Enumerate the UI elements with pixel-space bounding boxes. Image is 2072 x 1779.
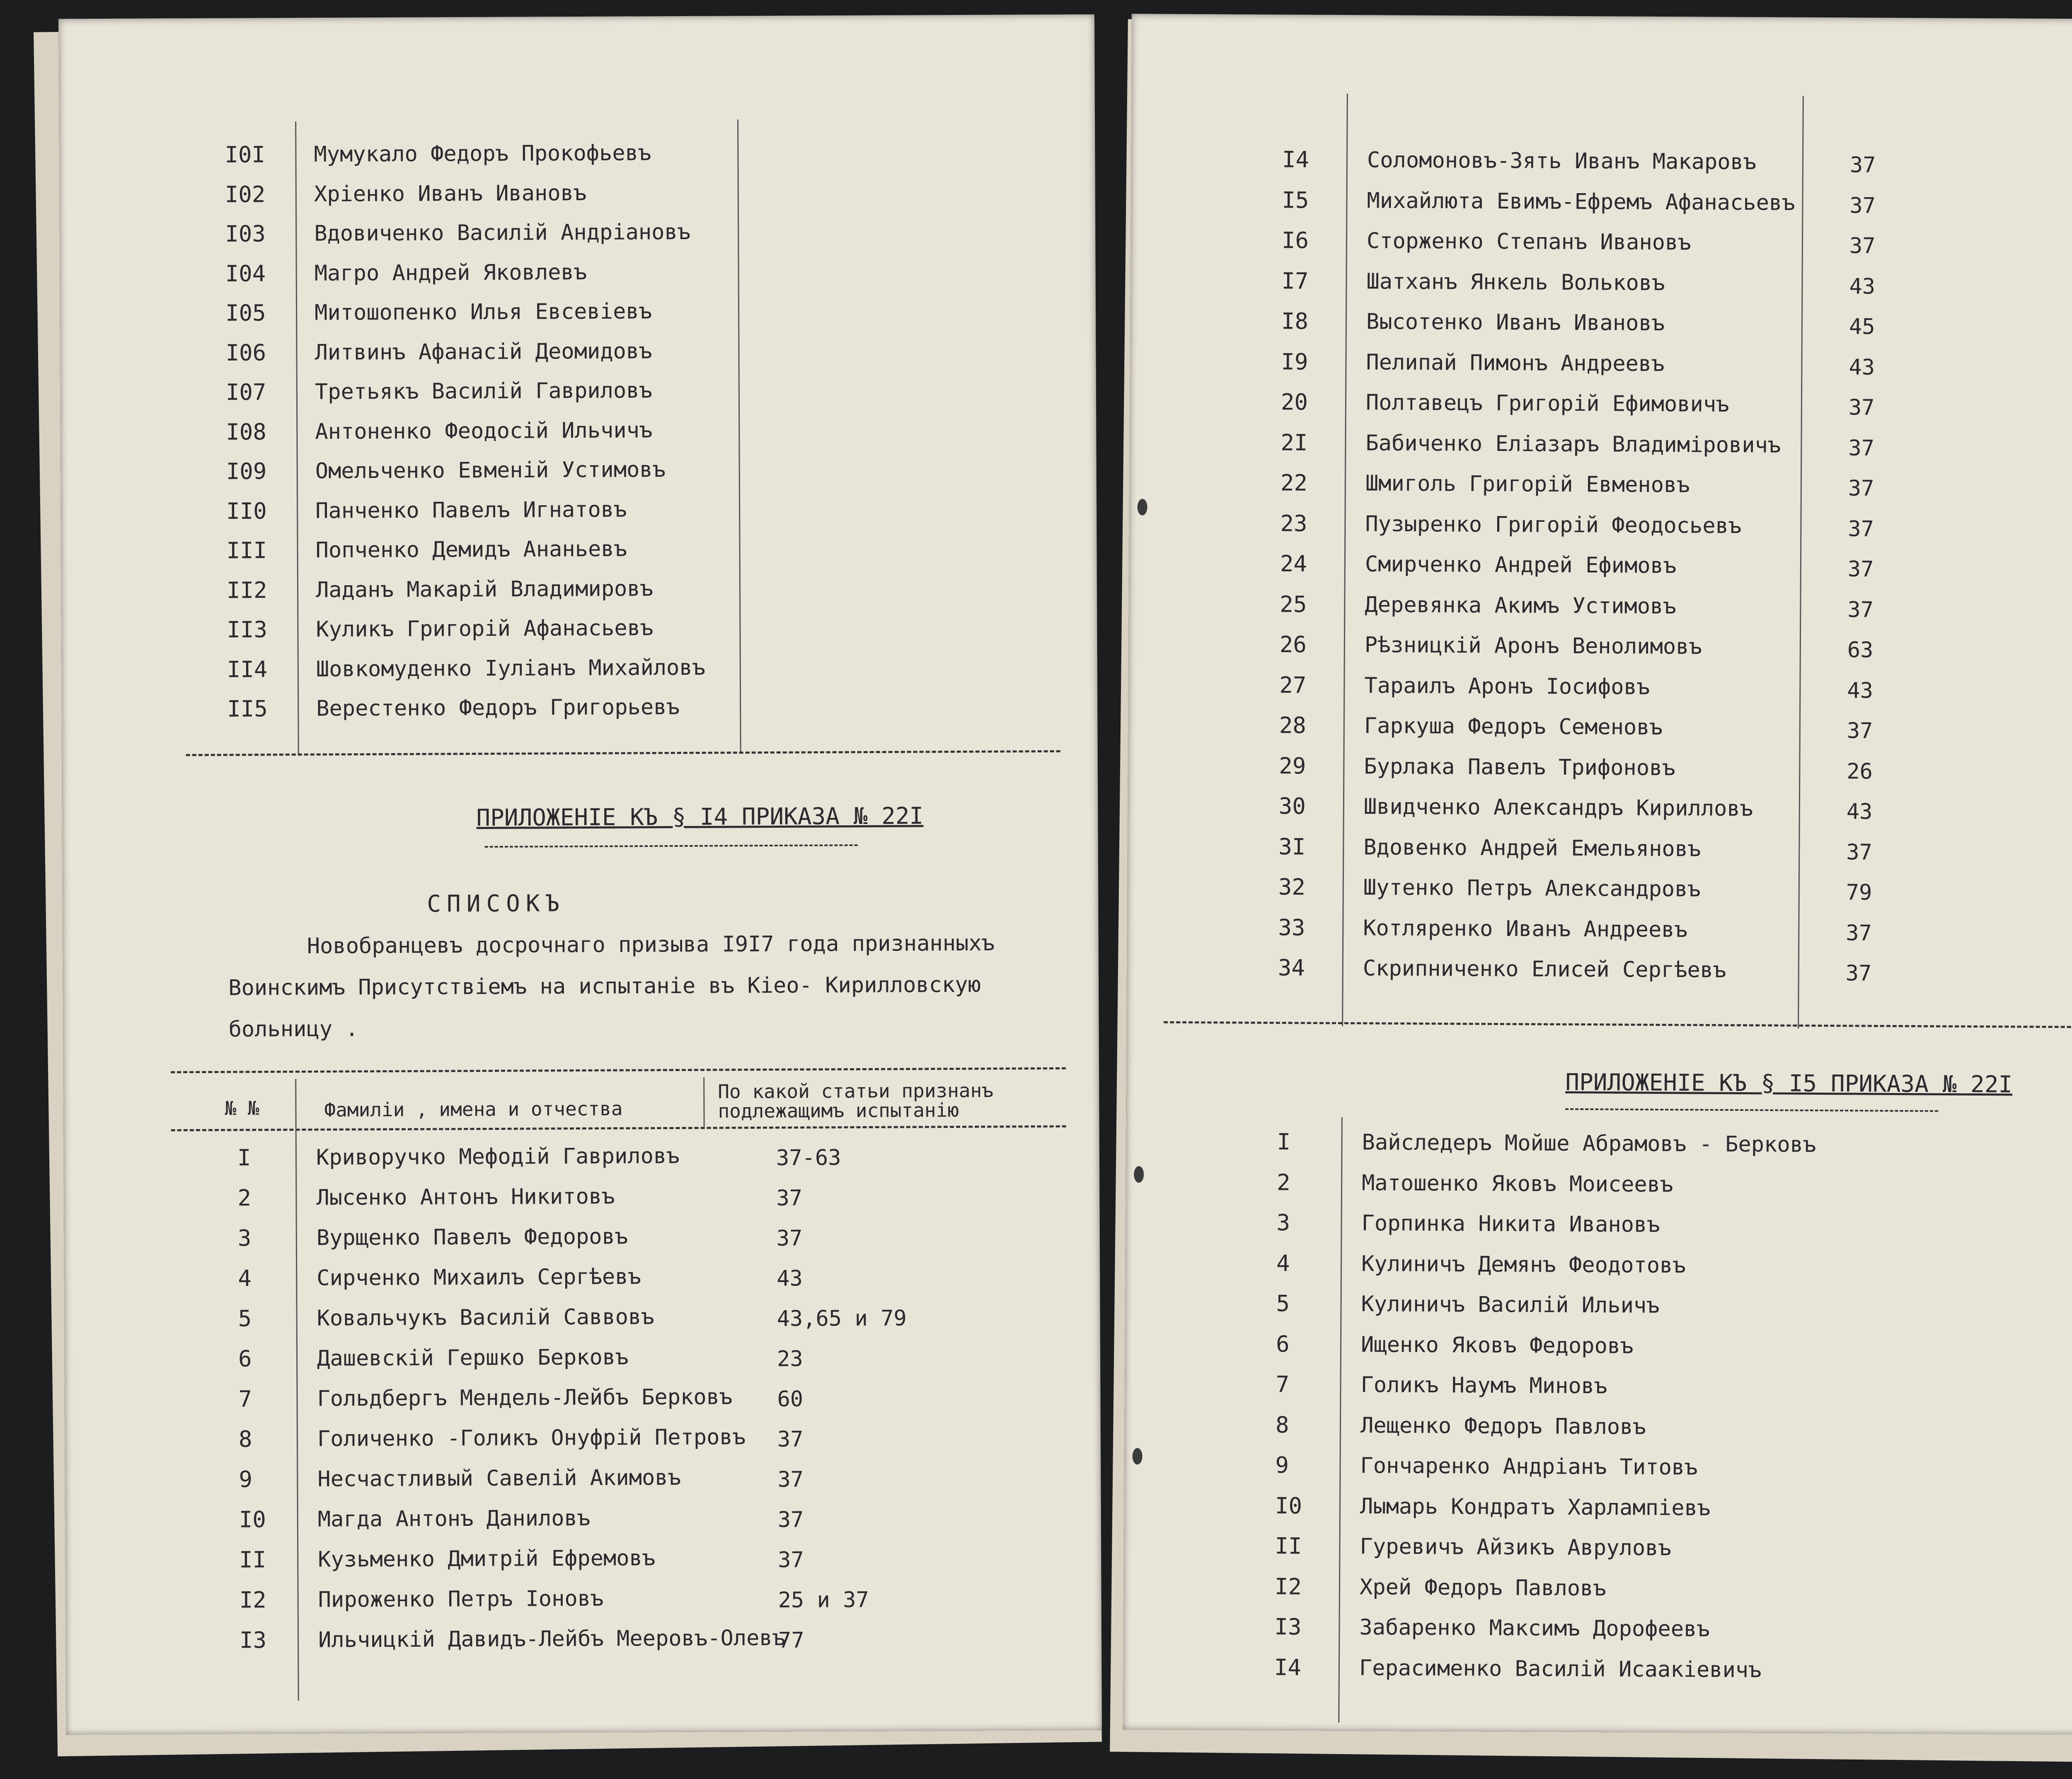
row-name: Хрей Федоръ Павловъ — [1359, 1574, 1606, 1601]
row-article: 37 — [1849, 153, 1876, 178]
main-table-right-rule — [703, 1077, 705, 1127]
row-number: I08 — [226, 418, 267, 445]
row-number: 5 — [1276, 1290, 1290, 1317]
row-article: 37 — [1848, 476, 1874, 501]
intro-line-3: больницу . — [228, 1016, 358, 1042]
row-article: 37 — [776, 1226, 803, 1251]
row-number: 33 — [1278, 914, 1305, 941]
row-number: 20 — [1280, 389, 1308, 415]
row-name: Михайлюта Евимъ-Ефремъ Афанасьевъ — [1367, 188, 1795, 216]
row-number: 30 — [1278, 793, 1306, 819]
row-number: I3 — [239, 1627, 267, 1653]
row-name: Кулиничъ Демянъ Феодотовъ — [1361, 1251, 1686, 1278]
row-number: I06 — [225, 339, 266, 366]
top-table-right-rule — [737, 119, 741, 754]
row-number: I05 — [225, 300, 266, 326]
row-number: 2I — [1280, 429, 1308, 456]
list-title: СПИСОКЪ — [427, 890, 566, 918]
row-name: Вдовенко Андрей Емельяновъ — [1363, 834, 1701, 862]
row-name: Бурлака Павелъ Трифоновъ — [1364, 754, 1675, 780]
row-name: Рѣзницкій Аронъ Венолимовъ — [1364, 633, 1702, 659]
row-number: 7 — [1276, 1371, 1290, 1398]
row-name: Шмиголь Григорій Евменовъ — [1365, 471, 1690, 498]
top-table-left-rule — [295, 121, 299, 756]
right-table-right-rule — [1798, 96, 1804, 1029]
second-list-left-rule — [1338, 1117, 1343, 1723]
row-name: Мумукало Федоръ Прокофьевъ — [314, 141, 651, 167]
row-name: Верестенко Федоръ Григорьевъ — [316, 694, 680, 721]
row-name: Ковальчукъ Василій Саввовъ — [317, 1304, 654, 1331]
row-number: 32 — [1278, 874, 1306, 900]
row-number: 23 — [1280, 510, 1307, 537]
row-number: 26 — [1279, 631, 1307, 658]
header-bottom-dashes — [171, 1125, 1066, 1131]
row-number: I3 — [1274, 1614, 1302, 1640]
row-number: 9 — [239, 1466, 253, 1493]
row-name: Ильчицкій Давидъ-Лейбъ Мееровъ-Олевъ — [318, 1625, 786, 1653]
row-name: Швидченко Александръ Кирилловъ — [1363, 794, 1753, 822]
row-number: I2 — [239, 1587, 266, 1613]
row-article: 37 — [1849, 233, 1876, 259]
row-number: II0 — [226, 497, 267, 524]
right-page — [1123, 14, 2072, 1735]
row-article: 37 — [1846, 839, 1873, 865]
row-article: 43 — [1846, 799, 1873, 824]
row-article: 43,65 и 79 — [777, 1306, 907, 1331]
row-name: Гаркуша Федоръ Семеновъ — [1364, 713, 1663, 740]
row-name: Лещенко Федоръ Павловъ — [1360, 1413, 1646, 1440]
row-name: Шатханъ Янкель Вольковъ — [1366, 269, 1665, 296]
row-name: Несчастливый Савелій Акимовъ — [317, 1465, 681, 1492]
row-article: 37 — [1848, 395, 1875, 420]
row-number: I2 — [1274, 1573, 1302, 1600]
row-name: Кулиничъ Василій Ильичъ — [1361, 1292, 1660, 1318]
row-name: Криворучко Мефодій Гавриловъ — [316, 1143, 680, 1170]
row-name: Кузьменко Дмитрій Ефремовъ — [318, 1546, 656, 1572]
row-name: Сирченко Михаилъ Сергѣевъ — [317, 1264, 641, 1291]
row-number: 25 — [1280, 591, 1307, 618]
row-number: I4 — [1282, 146, 1310, 173]
row-name: Литвинъ Афанасій Деомидовъ — [315, 338, 652, 365]
row-article: 63 — [1847, 637, 1874, 663]
row-name: Пузыренко Григорій Феодосьевъ — [1365, 511, 1742, 538]
row-article: 77 — [778, 1628, 804, 1653]
row-number: I6 — [1281, 227, 1309, 254]
row-article: 43 — [1847, 678, 1874, 703]
row-number: 9 — [1275, 1452, 1289, 1478]
row-article: 37 — [1849, 193, 1876, 218]
row-article: 45 — [1849, 314, 1875, 339]
row-article: 37 — [1848, 435, 1875, 461]
row-article: 37 — [776, 1185, 803, 1211]
right-section-divider — [1164, 1021, 2072, 1028]
row-name: Сторженко Степанъ Ивановъ — [1366, 228, 1691, 255]
row-article: 37 — [777, 1467, 804, 1492]
row-number: 8 — [238, 1426, 252, 1452]
row-number: 24 — [1280, 550, 1307, 577]
row-name: Шовкомуденко Іуліанъ Михайловъ — [316, 655, 706, 682]
row-article: 43 — [1849, 274, 1876, 299]
appendix-heading-15: ПРИЛОЖЕНІЕ КЪ § I5 ПРИКАЗА № 22I — [1565, 1069, 2013, 1098]
row-name: Пироженко Петръ Іоновъ — [318, 1586, 604, 1612]
row-name: Тараилъ Аронъ Іосифовъ — [1364, 673, 1650, 700]
intro-line-2: Воинскимъ Присутствіемъ на испытаніе въ Кіео- Кирилловскую — [228, 972, 981, 1001]
row-number: I03 — [225, 221, 266, 247]
row-number: I09 — [226, 458, 267, 485]
row-name: Гончаренко Андріанъ Титовъ — [1360, 1453, 1698, 1480]
row-name: Митошопенко Илья Евсевіевъ — [314, 299, 652, 325]
row-name: Полтавецъ Григорій Ефимовичъ — [1365, 390, 1729, 417]
row-name: Ладанъ Макарій Владимировъ — [315, 576, 654, 603]
row-name: Забаренко Максимъ Дорофеевъ — [1359, 1615, 1710, 1642]
row-article: 37 — [1845, 961, 1872, 986]
row-number: 28 — [1279, 712, 1307, 739]
row-number: 29 — [1279, 752, 1306, 779]
row-number: 2 — [237, 1185, 252, 1211]
header-top-dashes — [171, 1067, 1066, 1073]
row-number: I02 — [225, 181, 266, 208]
row-number: 3I — [1278, 833, 1306, 860]
row-name: Голикъ Наумъ Миновъ — [1360, 1372, 1607, 1399]
row-article: 60 — [777, 1386, 804, 1412]
row-name: Третьякъ Василій Гавриловъ — [315, 378, 653, 405]
right-table-left-rule — [1342, 94, 1348, 1026]
row-number: II4 — [227, 656, 268, 683]
row-number: 6 — [238, 1345, 252, 1372]
row-number: 4 — [238, 1265, 252, 1292]
row-name: Антоненко Феодосій Ильчичъ — [315, 417, 653, 444]
row-number: I07 — [225, 379, 266, 405]
binding-hole — [1138, 499, 1147, 515]
row-name: Дашевскій Гершко Берковъ — [317, 1345, 629, 1371]
row-name: Гуревичъ Айзикъ Авруловъ — [1360, 1534, 1672, 1561]
row-number: II5 — [227, 696, 268, 722]
row-name: Магро Андрей Яковлевъ — [314, 259, 587, 286]
row-name: Пелипай Пимонъ Андреевъ — [1366, 349, 1665, 376]
column-header-number: № № — [225, 1097, 259, 1120]
row-number: 7 — [238, 1386, 252, 1412]
row-number: 3 — [1276, 1209, 1290, 1236]
binding-hole — [1134, 1166, 1144, 1183]
row-name: Соломоновъ-Зять Иванъ Макаровъ — [1367, 148, 1757, 175]
appendix-heading-14: ПРИЛОЖЕНІЕ КЪ § I4 ПРИКАЗА № 22I — [476, 802, 924, 832]
row-article: 37-63 — [776, 1145, 841, 1171]
row-name: Смирченко Андрей Ефимовъ — [1365, 552, 1677, 579]
right-table — [1132, 14, 2072, 986]
binding-hole — [1133, 1448, 1143, 1464]
row-number: 34 — [1278, 955, 1305, 981]
heading-underline-dashes — [485, 844, 858, 848]
row-article: 79 — [1846, 880, 1872, 905]
left-top-list — [58, 15, 1094, 722]
row-article: 23 — [777, 1346, 803, 1372]
row-number: II — [1275, 1533, 1302, 1559]
row-name: Ищенко Яковъ Федоровъ — [1360, 1332, 1634, 1359]
row-name: Высотенко Иванъ Ивановъ — [1366, 309, 1665, 336]
row-name: Деревянка Акимъ Устимовъ — [1365, 592, 1676, 619]
row-name: Голиченко -Голикъ Онуфрій Петровъ — [317, 1425, 746, 1452]
row-number: I — [237, 1144, 251, 1171]
row-number: 2 — [1276, 1169, 1290, 1195]
row-article: 37 — [1848, 516, 1874, 542]
row-number: I0I — [225, 141, 266, 168]
row-number: 22 — [1280, 470, 1308, 496]
row-name: Панченко Павелъ Игнатовъ — [315, 497, 627, 524]
row-number: I0 — [239, 1506, 266, 1533]
row-name: Хріенко Иванъ Ивановъ — [314, 180, 587, 207]
left-page — [58, 15, 1102, 1735]
row-name: Герасименко Василій Исаакіевичъ — [1359, 1655, 1762, 1682]
row-number: I — [1277, 1129, 1291, 1155]
row-name: Гольдбергъ Мендель-Лейбъ Берковъ — [317, 1384, 733, 1411]
row-number: II2 — [226, 577, 267, 604]
section-divider — [186, 750, 1060, 756]
row-name: Омельченко Евменій Устимовъ — [315, 457, 666, 484]
row-number: III — [226, 537, 267, 564]
row-number: 5 — [238, 1305, 252, 1332]
row-name: Вурщенко Павелъ Федоровъ — [316, 1224, 628, 1251]
row-number: I7 — [1281, 267, 1309, 294]
main-table-left-rule — [295, 1079, 299, 1701]
row-number: I9 — [1281, 348, 1308, 375]
row-article: 37 — [777, 1427, 804, 1452]
row-number: II3 — [227, 616, 268, 643]
row-number: I0 — [1275, 1492, 1302, 1519]
row-number: II — [239, 1546, 266, 1573]
row-article: 43 — [1849, 354, 1875, 380]
row-name: Вайследеръ Мойше Абрамовъ - Берковъ — [1362, 1130, 1816, 1157]
row-article: 37 — [1847, 557, 1874, 582]
row-number: 8 — [1275, 1411, 1289, 1438]
row-name: Бабиченко Еліазаръ Владиміровичъ — [1365, 430, 1781, 458]
row-number: 6 — [1276, 1331, 1290, 1357]
row-article: 37 — [1847, 597, 1874, 623]
row-name: Котляренко Иванъ Андреевъ — [1363, 915, 1688, 942]
row-number: 4 — [1276, 1250, 1290, 1276]
row-name: Горпинка Никита Ивановъ — [1361, 1211, 1660, 1238]
row-name: Вдовиченко Василій Андріановъ — [314, 219, 691, 246]
column-header-article-1: По какой статьи признанъ — [718, 1079, 994, 1103]
column-header-names: Фамиліи , имена и отчества — [324, 1097, 623, 1121]
row-number: 3 — [237, 1225, 252, 1251]
row-name: Шутенко Петръ Александровъ — [1363, 875, 1701, 902]
row-name: Матошенко Яковъ Моисеевъ — [1361, 1170, 1673, 1197]
intro-line-1: Новобранцевъ досрочнаго призыва I9I7 года признанныхъ — [307, 931, 995, 959]
heading-underline-dashes — [1565, 1108, 1938, 1112]
row-number: 27 — [1279, 671, 1307, 698]
row-name: Магда Антонъ Даниловъ — [317, 1505, 591, 1532]
row-article: 37 — [778, 1547, 804, 1573]
row-number: I5 — [1282, 187, 1309, 213]
row-name: Куликъ Григорій Афанасьевъ — [316, 616, 654, 642]
row-article: 37 — [777, 1507, 804, 1532]
row-article: 37 — [1847, 718, 1873, 744]
row-article: 26 — [1847, 759, 1873, 784]
row-article: 25 и 37 — [778, 1587, 869, 1613]
row-article: 43 — [777, 1266, 803, 1291]
row-number: I8 — [1281, 308, 1309, 334]
row-article: 37 — [1846, 920, 1872, 946]
row-name: Скрипниченко Елисей Сергѣевъ — [1363, 956, 1726, 983]
row-number: I4 — [1274, 1654, 1302, 1680]
row-name: Лымарь Кондратъ Харлампіевъ — [1360, 1493, 1711, 1521]
row-name: Лысенко Антонъ Никитовъ — [316, 1184, 615, 1210]
row-name: Попченко Демидъ Ананьевъ — [315, 536, 627, 563]
column-header-article-2: подлежащимъ испытанію — [718, 1099, 959, 1122]
row-number: I04 — [225, 260, 266, 287]
